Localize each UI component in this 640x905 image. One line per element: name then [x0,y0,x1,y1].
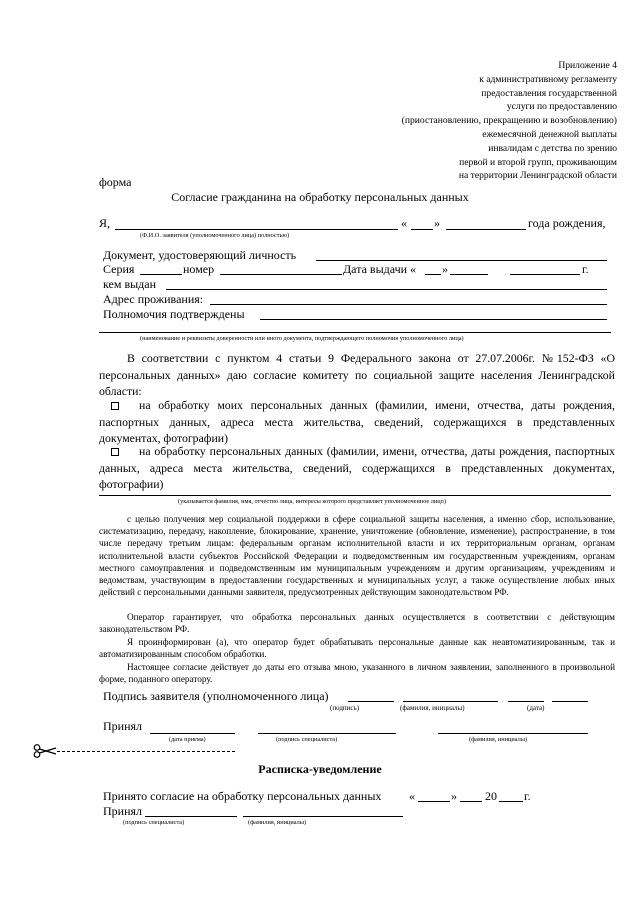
option-1-text: на обработку моих персональных данных (фамилии, имени, отчества, даты рождения, паспортных данных, адреса места жительства, сведений, содержащихся в представленных документах, фотографии) [99,398,615,445]
issue-quote-close: » [442,262,448,276]
appendix-line: (приостановлению, прекращению и возобновлению) [401,115,617,127]
terms-guarantee: Оператор гарантирует, что обработка персональных данных осуществляется в соответствии с действующим законодательством РФ. [99,612,615,635]
year-suffix: г. [582,262,589,276]
document-title: Согласие гражданина на обработку персональных данных [171,190,469,204]
terms-informed: Я проинформирован (а), что оператор будет обрабатывать персональные данные как неавтоматизированным, так и автоматизированным способом обработки. [99,637,615,660]
cut-line [57,751,235,752]
signature-label: Подпись заявителя (уполномоченного лица) [103,689,329,703]
authority-field-2[interactable] [99,332,611,333]
appendix-line: инвалидам с детства по зрению [488,142,617,154]
terms-purpose: с целью получения мер социальной поддержки в сфере социальной защиты населения, а именно сбор, использование, систематизацию, передачу, накопление, блокирование, хранение, уничтожение (обновление, изменение), распространение, в том числе передачу третьим лицам: федеральным органам исполнительной власти и их территориальным органам, органам исполнительной власти субъектов Российской Федерации и подведомственным им государственным учреждениям, органам местного самоуправления и подведомственным им муниципальным учреждениям и другим организациям, учреждениям и ведомствам, участвующим в предоставлении государственных и муниципальных услуг, а также осуществление любых иных действий с персональными данными заявителя, предусмотренных действующим законодательством РФ. [99,514,615,598]
issue-day-field[interactable] [425,274,441,275]
accepted-name-caption: (фамилия, инициалы) [469,736,528,743]
accepted-sign-caption: (подпись специалиста) [276,736,338,743]
accepted-date-caption: (дата приема) [169,736,206,743]
accepted-sign-field[interactable] [258,733,396,734]
applicant-name-field[interactable] [115,229,398,230]
signature-date-caption: (дата) [527,704,545,712]
address-field[interactable] [210,304,607,305]
issue-year-field[interactable] [510,274,580,275]
appendix-line: на территории Ленинградской области [458,170,617,182]
receipt-text: Принято согласие на обработку персональных данных [103,789,382,803]
terms-validity: Настоящее согласие действует до даты его отзыва мною, указанного в личном заявлении, заполненного в произвольной форме, поданного оператору. [99,662,615,685]
accepted-label: Принял [103,719,143,733]
consent-option-1 [99,397,615,447]
signature-field[interactable] [348,701,394,702]
signature-date-field[interactable] [508,701,544,702]
issued-by-label: кем выдан [103,277,157,291]
signature-date-field-2[interactable] [552,701,588,702]
authority-label: Полномочия подтверждены [103,307,245,321]
birth-quote-close: » [434,216,440,230]
form-label: форма [99,175,132,189]
birth-quote-open: « [401,216,407,230]
applicant-caption: (Ф.И.О. заявителя (уполномоченного лица) полностью) [140,232,290,239]
authority-caption: (наименование и реквизиты доверенности или иного документа, подтверждающего полномочия уполномоченного лица) [140,335,464,342]
signature-name-field[interactable] [403,701,498,702]
number-label: номер [183,262,215,276]
represented-person-caption: (указывается фамилия, имя, отчество лица, интересы которого представляет уполномоченное лицо) [178,498,446,505]
birth-suffix: года рождения, [528,216,606,230]
receipt-year-prefix: 20 [485,789,497,803]
accepted-name-field[interactable] [438,733,588,734]
represented-person-field[interactable] [99,495,611,496]
issued-by-field[interactable] [166,289,607,290]
issue-date-label: Дата выдачи « [343,262,417,276]
receipt-sign-field[interactable] [145,816,237,817]
receipt-title: Расписка-уведомление [258,762,382,776]
birth-year-field[interactable] [446,229,526,230]
appendix-line: первой и второй групп, проживающим [459,156,617,168]
consent-intro: В соответствии с пунктом 4 статьи 9 Федерального закона от 27.07.2006г. №152-ФЗ «О персональных данных» даю согласие комитету по социальной защите населения Ленинградской области: [99,351,615,398]
birth-day-field[interactable] [411,229,433,230]
appendix-line: Приложение 4 [558,60,617,71]
appendix-line: ежемесячной денежной выплаты [482,128,617,140]
appendix-line: услуги по предоставлению [506,101,617,113]
option-2-checkbox[interactable] [111,448,119,456]
scissors-icon [33,744,57,758]
receipt-sign-caption: (подпись специалиста) [123,819,185,826]
receipt-day-field[interactable] [418,801,450,802]
receipt-name-field[interactable] [243,816,403,817]
appendix-header [402,59,617,183]
receipt-accepted-label: Принял [103,804,143,818]
series-field[interactable] [140,274,182,275]
receipt-name-caption: (фамилия, инициалы) [248,819,307,826]
consent-option-2 [99,443,615,493]
receipt-quote-open: « [409,789,415,803]
applicant-prefix: Я, [99,216,111,230]
id-document-label: Документ, удостоверяющий личность [103,248,297,262]
accepted-date-field[interactable] [150,733,235,734]
receipt-month-field[interactable] [460,801,482,802]
issue-month-field[interactable] [450,274,488,275]
id-document-field[interactable] [316,260,607,261]
receipt-quote-close: » [451,789,457,803]
signature-name-caption: (фамилия, инициалы) [400,704,465,712]
appendix-line: к административному регламенту [479,73,617,85]
number-field[interactable] [220,274,342,275]
receipt-year-suffix: г. [524,789,531,803]
series-label: Серия [103,262,135,276]
option-1-checkbox[interactable] [111,402,119,410]
signature-sign-caption: (подпись) [330,704,360,712]
receipt-year-field[interactable] [499,801,523,802]
authority-field[interactable] [260,319,607,320]
option-2-text: на обработку персональных данных (фамилии, имени, отчества, даты рождения, паспортных данных, адреса места жительства, сведений, содержащихся в представленных документах, фотографии) [99,444,615,491]
address-label: Адрес проживания: [103,292,204,306]
appendix-line: предоставления государственной [481,87,617,99]
